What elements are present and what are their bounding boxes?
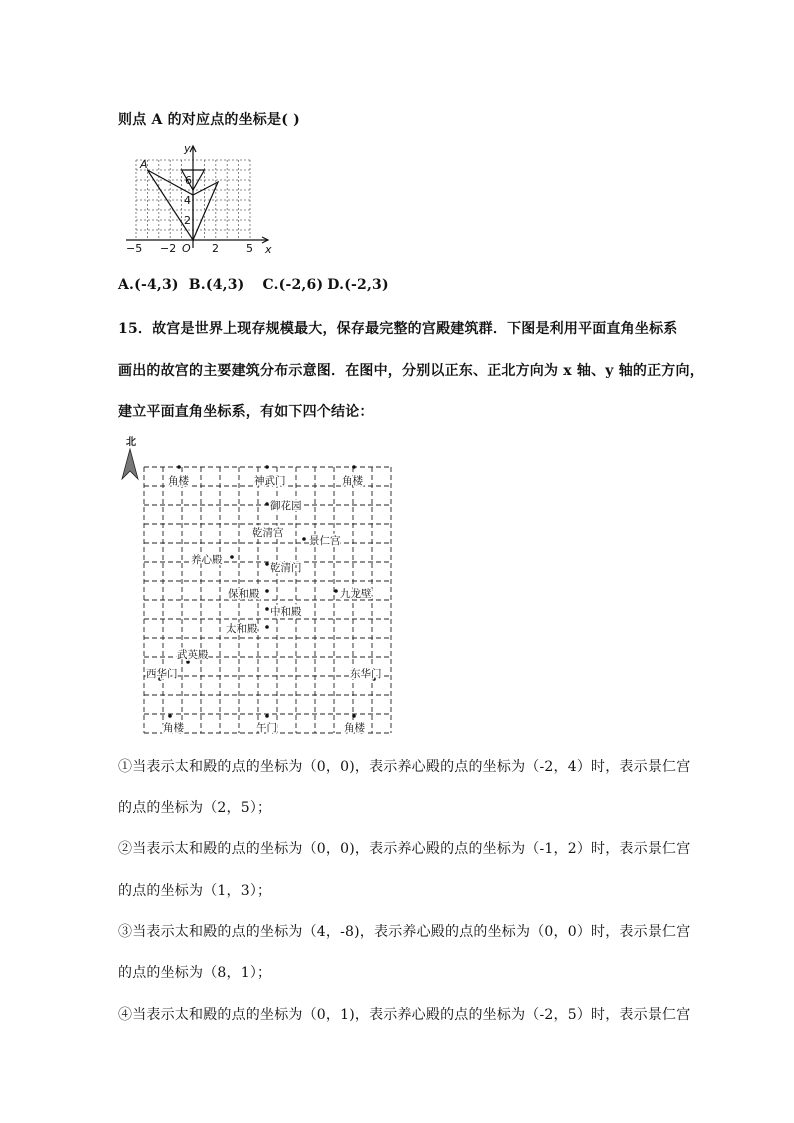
axis-label-x: x [265,243,272,255]
statement-3-line2: 的点的坐标为（8，1）； [118,965,272,981]
point-jiaolou-nw [177,465,181,469]
option-c: C.(-2,6) [262,277,324,293]
option-a: A.(-4,3) [118,277,179,293]
palace-map [118,433,398,743]
label-jingrengong: 景仁宫 [309,535,341,547]
x-tick-neg2: −2 [160,242,177,255]
label-wuyingdian: 武英殿 [177,649,209,661]
origin-label: O [182,242,191,255]
right-triangle [193,182,218,240]
label-wumen: 午门 [256,722,277,734]
point-yuhuayuan [265,502,269,506]
label-shenwumen: 神武门 [254,475,286,487]
label-qianqinggong: 乾清宫 [252,527,284,539]
x-tick-5: 5 [246,242,253,255]
label-donghuamen: 东华门 [350,668,382,680]
point-shenwumen [265,465,269,469]
x-tick-2: 2 [212,242,219,255]
point-wumen [265,714,269,718]
point-jiaolou-sw [168,714,172,718]
north-arrow-icon [122,449,138,479]
label-jiaolou-ne: 角楼 [342,475,363,487]
q15-line2: 画出的故宫的主要建筑分布示意图．在图中，分别以正东、正北方向为 x 轴、y 轴的正方向， [118,363,704,379]
statement-1-line1: ①当表示太和殿的点的坐标为（0，0)，表示养心殿的点的坐标为（-2，4）时，表示景仁宫 [118,759,691,775]
point-jingrengong [302,537,306,541]
label-jiaolou-sw: 角楼 [163,722,184,734]
small-coordinate-chart [118,140,278,255]
point-zhonghedian [265,607,269,611]
point-jiulongbi [334,589,338,593]
point-yangxindian [230,555,234,559]
label-baohedian: 保和殿 [228,588,260,600]
label-yuhuayuan: 御花园 [270,500,302,512]
statement-2-line1: ②当表示太和殿的点的坐标为（0，0)，表示养心殿的点的坐标为（-1，2）时，表示景仁宫 [118,841,691,857]
label-taihedian: 太和殿 [226,623,258,635]
statement-4-line1: ④当表示太和殿的点的坐标为（0，1)，表示养心殿的点的坐标为（-2，5）时，表示景仁宫 [118,1007,691,1023]
y-tick-2: 2 [184,214,191,227]
label-jiulongbi: 九龙壁 [340,588,372,600]
point-baohedian [265,589,269,593]
x-tick-neg5: −5 [126,242,143,255]
point-jiaolou-ne [352,465,356,469]
label-jiaolou-se: 角楼 [344,722,365,734]
point-qianqingmen [265,562,269,566]
axis-label-y: y [184,142,191,155]
option-b: B.(4,3) [188,277,245,293]
label-yangxindian: 养心殿 [191,554,223,566]
option-d: D.(-2,3) [327,277,389,293]
label-qianqingmen: 乾清门 [270,562,302,574]
label-xihuamen: 西华门 [146,668,178,680]
label-jiaolou-nw: 角楼 [168,475,189,487]
north-label: 北 [126,437,136,448]
statement-3-line1: ③当表示太和殿的点的坐标为（4，-8)，表示养心殿的点的坐标为（0，0）时，表示景仁宫 [118,924,691,940]
point-taihedian [265,625,269,629]
question-prefix: 则点 A 的对应点的坐标是( ) [118,112,300,128]
q15-line1: 15．故宫是世界上现存规模最大，保存最完整的宫殿建筑群．下图是利用平面直角坐标系 [118,321,678,337]
answer-options [118,277,389,293]
statement-1-line2: 的点的坐标为（2，5）； [118,800,272,816]
point-label-a: A [140,158,148,171]
y-tick-6: 6 [185,174,192,187]
q15-line3: 建立平面直角坐标系，有如下四个结论： [118,404,374,420]
y-tick-4: 4 [184,194,191,207]
point-jiaolou-se [352,714,356,718]
map-grid [144,467,391,733]
small-chart-shapes [147,170,218,240]
label-zhonghedian: 中和殿 [270,606,302,618]
statement-2-line2: 的点的坐标为（1，3）； [118,883,272,899]
